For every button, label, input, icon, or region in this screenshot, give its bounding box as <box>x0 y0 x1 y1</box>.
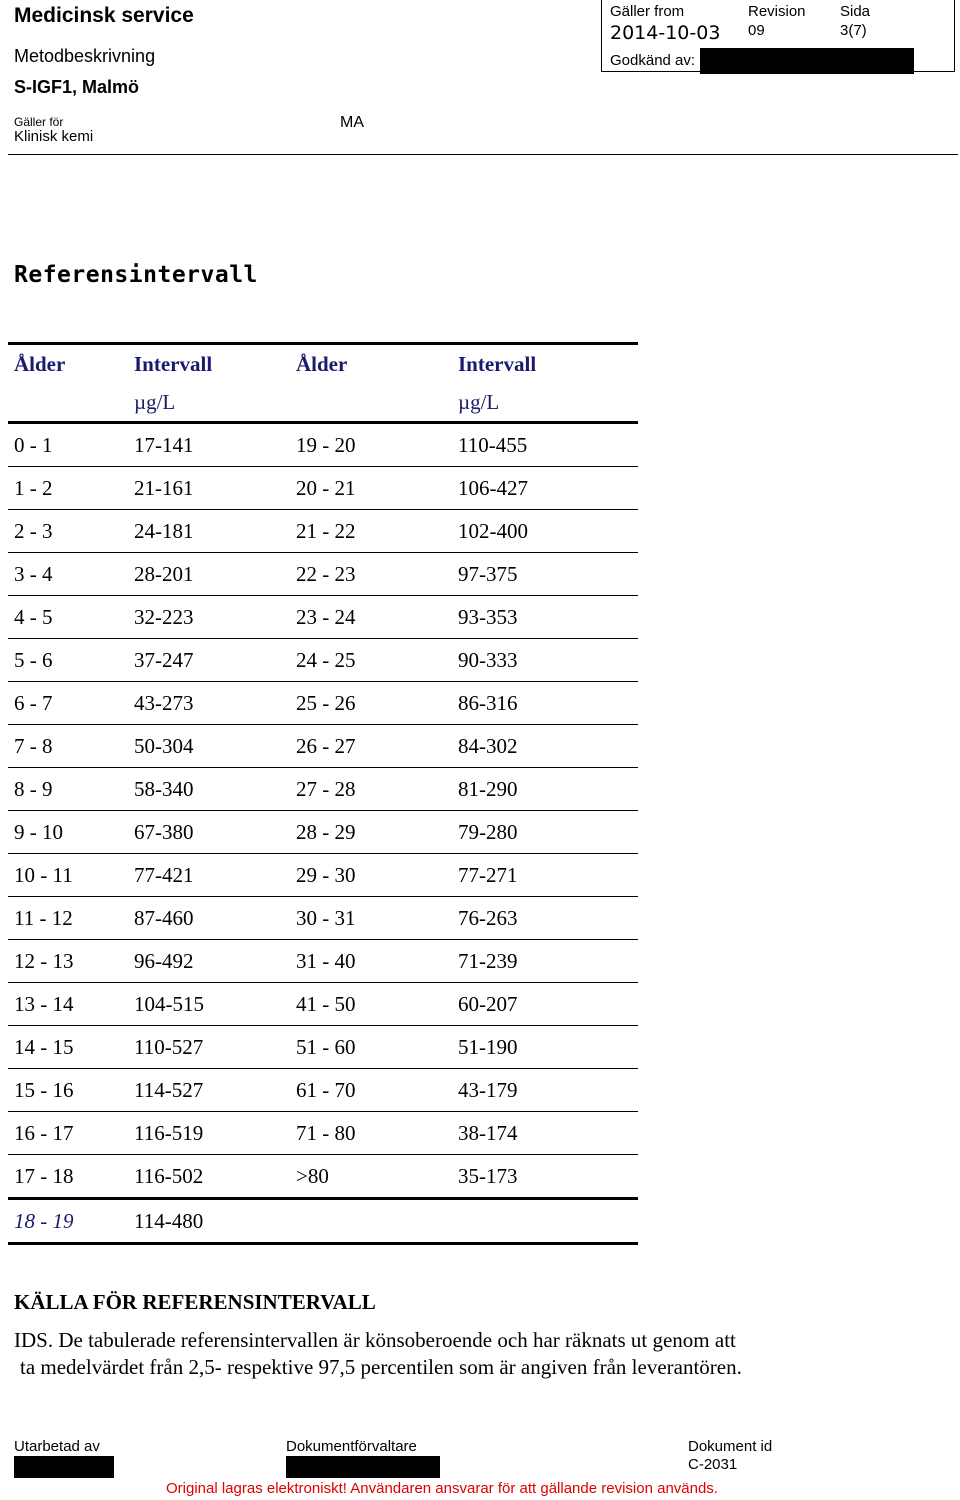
cell-age-1: 1 - 2 <box>14 475 53 500</box>
approved-by-label: Godkänd av: <box>610 52 696 69</box>
revision-label: Revision <box>748 3 806 20</box>
cell-interval-2: 51-190 <box>458 1034 518 1059</box>
cell-interval-1: 116-519 <box>134 1120 204 1145</box>
table-row <box>8 897 638 940</box>
table-row <box>8 423 638 467</box>
cell-age-2: 21 - 22 <box>296 518 356 543</box>
cell-interval-2: 102-400 <box>458 518 528 543</box>
method-name: S-IGF1, Malmö <box>14 77 140 97</box>
cell-age-2 <box>290 1199 452 1244</box>
cell-age-2: 25 - 26 <box>296 690 356 715</box>
cell-age-2: 31 - 40 <box>296 948 356 973</box>
cell-interval-2: 71-239 <box>458 948 518 973</box>
cell-interval-2: 60-207 <box>458 991 518 1016</box>
cell-age-2: 29 - 30 <box>296 862 356 887</box>
source-line-1: IDS. De tabulerade referensintervallen är könsoberoende och har räknats ut genom att <box>14 1328 736 1352</box>
cell-interval-1: 110-527 <box>134 1034 204 1059</box>
cell-interval-2: 43-179 <box>458 1077 518 1102</box>
cell-age-1: 2 - 3 <box>14 518 53 543</box>
revision-value: 09 <box>748 22 765 39</box>
cell-age-1: 6 - 7 <box>14 690 53 715</box>
cell-interval-1: 24-181 <box>134 518 194 543</box>
source-text <box>14 1327 834 1381</box>
table-row <box>8 1155 638 1199</box>
cell-age-1: 8 - 9 <box>14 776 53 801</box>
table-row <box>8 682 638 725</box>
cell-age-2: >80 <box>296 1163 329 1188</box>
cell-age-2: 28 - 29 <box>296 819 356 844</box>
page-label: Sida <box>840 3 871 20</box>
cell-interval-1: 17-141 <box>134 432 194 457</box>
cell-interval-1: 21-161 <box>134 475 194 500</box>
cell-age-1: 13 - 14 <box>14 991 74 1016</box>
header-unit-2: µg/L <box>452 383 638 423</box>
cell-age-1: 14 - 15 <box>14 1034 74 1059</box>
cell-interval-1: 104-515 <box>134 991 204 1016</box>
document-type: Metodbeskrivning <box>14 46 156 66</box>
cell-age-1: 18 - 19 <box>14 1208 74 1233</box>
header-interval-1: Intervall <box>128 344 290 384</box>
cell-age-1: 17 - 18 <box>14 1163 74 1188</box>
page-number: 3(7) <box>840 22 867 39</box>
cell-interval-1: 114-527 <box>134 1077 204 1102</box>
cell-interval-2: 84-302 <box>458 733 518 758</box>
header-divider <box>8 154 958 155</box>
cell-age-1: 12 - 13 <box>14 948 74 973</box>
cell-age-2: 24 - 25 <box>296 647 356 672</box>
approved-by-redaction <box>700 48 914 74</box>
header-interval-2: Intervall <box>452 344 638 384</box>
reference-interval-table <box>8 342 638 1245</box>
table-body <box>8 423 638 1244</box>
cell-interval-1: 50-304 <box>134 733 194 758</box>
document-id-value: C-2031 <box>688 1456 738 1473</box>
header-unit-spacer-1 <box>8 383 128 423</box>
cell-interval-1: 116-502 <box>134 1163 204 1188</box>
cell-age-2: 27 - 28 <box>296 776 356 801</box>
cell-age-2: 71 - 80 <box>296 1120 356 1145</box>
table-row-last <box>8 1199 638 1244</box>
cell-age-1: 5 - 6 <box>14 647 53 672</box>
table-row <box>8 639 638 682</box>
cell-interval-1: 58-340 <box>134 776 194 801</box>
applies-to-value: Klinisk kemi <box>14 128 94 145</box>
table-row <box>8 596 638 639</box>
table-row <box>8 725 638 768</box>
table-row <box>8 854 638 897</box>
document-owner-redaction <box>286 1456 440 1478</box>
prepared-by-redaction <box>14 1456 114 1478</box>
cell-age-2: 22 - 23 <box>296 561 356 586</box>
header-unit-1: µg/L <box>128 383 290 423</box>
header-age-2: Ålder <box>290 344 452 384</box>
valid-from-date: 2014-10-03 <box>610 22 721 44</box>
cell-interval-2: 93-353 <box>458 604 518 629</box>
section-heading: Referensintervall <box>14 262 258 288</box>
cell-interval-2: 81-290 <box>458 776 518 801</box>
prepared-by-label: Utarbetad av <box>14 1438 100 1455</box>
section-code: MA <box>340 114 364 131</box>
cell-interval-2: 77-271 <box>458 862 518 887</box>
cell-interval-1: 67-380 <box>134 819 194 844</box>
valid-from-label: Gäller from <box>610 3 685 20</box>
cell-age-2: 41 - 50 <box>296 991 356 1016</box>
cell-interval-1: 96-492 <box>134 948 194 973</box>
applies-to-label: Gäller för <box>14 115 64 129</box>
table-row <box>8 1026 638 1069</box>
cell-age-2: 61 - 70 <box>296 1077 356 1102</box>
cell-interval-1: 28-201 <box>134 561 194 586</box>
cell-interval-2: 76-263 <box>458 905 518 930</box>
footer-note: Original lagras elektroniskt! Användaren ansvarar för att gällande revision används. <box>166 1480 718 1497</box>
cell-interval-1: 114-480 <box>134 1208 204 1233</box>
cell-age-1: 15 - 16 <box>14 1077 74 1102</box>
cell-age-1: 11 - 12 <box>14 905 73 930</box>
source-line-2: ta medelvärdet från 2,5- respektive 97,5 percentilen som är angiven från leverantören. <box>20 1355 742 1379</box>
cell-interval-2: 97-375 <box>458 561 518 586</box>
cell-age-1: 9 - 10 <box>14 819 63 844</box>
header-age-1: Ålder <box>8 344 128 384</box>
cell-age-2: 30 - 31 <box>296 905 356 930</box>
table-row <box>8 768 638 811</box>
table-row <box>8 1069 638 1112</box>
cell-age-2: 23 - 24 <box>296 604 356 629</box>
table-row <box>8 983 638 1026</box>
cell-interval-2: 35-173 <box>458 1163 518 1188</box>
cell-interval-2: 79-280 <box>458 819 518 844</box>
header-unit-spacer-2 <box>290 383 452 423</box>
cell-age-2: 51 - 60 <box>296 1034 356 1059</box>
cell-interval-1: 32-223 <box>134 604 194 629</box>
table-row <box>8 553 638 596</box>
cell-age-2: 19 - 20 <box>296 432 356 457</box>
cell-age-1: 4 - 5 <box>14 604 53 629</box>
table-row <box>8 940 638 983</box>
cell-interval-1: 43-273 <box>134 690 194 715</box>
table-row <box>8 1112 638 1155</box>
source-heading: KÄLLA FÖR REFERENSINTERVALL <box>14 1290 376 1314</box>
document-id-label: Dokument id <box>688 1438 773 1455</box>
table-row <box>8 510 638 553</box>
cell-age-2: 20 - 21 <box>296 475 356 500</box>
cell-interval-2 <box>452 1199 638 1244</box>
table-row <box>8 811 638 854</box>
cell-age-1: 0 - 1 <box>14 432 53 457</box>
cell-interval-2: 110-455 <box>458 432 528 457</box>
cell-age-1: 7 - 8 <box>14 733 53 758</box>
cell-age-2: 26 - 27 <box>296 733 356 758</box>
cell-interval-2: 90-333 <box>458 647 518 672</box>
cell-interval-1: 37-247 <box>134 647 194 672</box>
cell-age-1: 10 - 11 <box>14 862 73 887</box>
cell-interval-1: 87-460 <box>134 905 194 930</box>
cell-interval-2: 86-316 <box>458 690 518 715</box>
organization-title: Medicinsk service <box>14 4 194 27</box>
cell-interval-2: 106-427 <box>458 475 528 500</box>
cell-interval-1: 77-421 <box>134 862 194 887</box>
cell-age-1: 16 - 17 <box>14 1120 74 1145</box>
table-row <box>8 467 638 510</box>
cell-age-1: 3 - 4 <box>14 561 53 586</box>
document-owner-label: Dokumentförvaltare <box>286 1438 417 1455</box>
cell-interval-2: 38-174 <box>458 1120 518 1145</box>
